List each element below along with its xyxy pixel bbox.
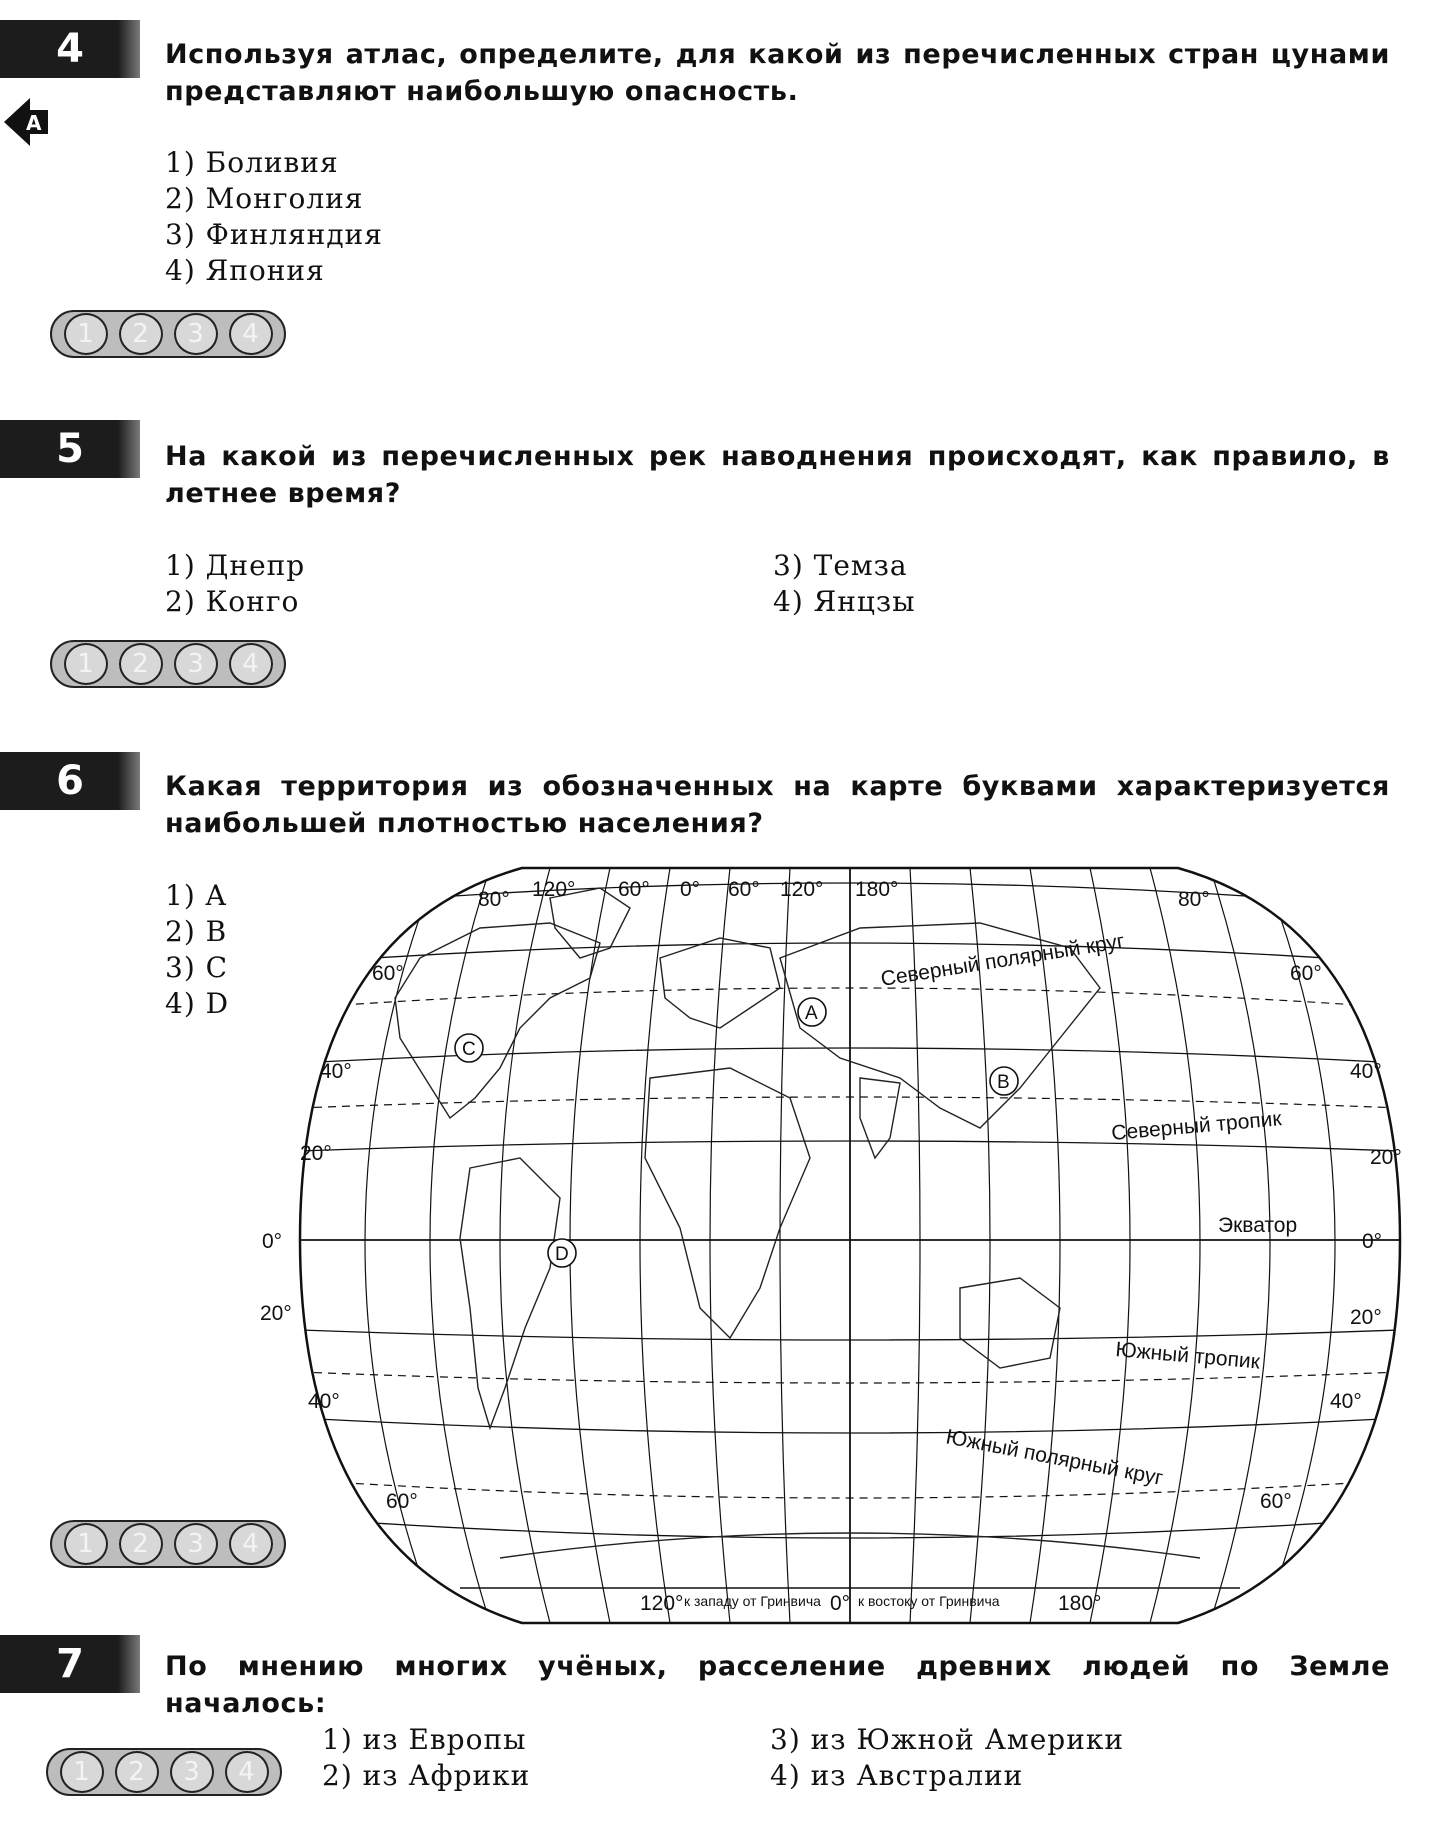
label-arctic-circle: Северный полярный круг [879, 929, 1127, 991]
lon-label-top-80w: 80° [478, 888, 510, 911]
q5-option-3[interactable]: 3) Темза [773, 549, 908, 582]
svg-text:D: D [555, 1244, 569, 1265]
question-number-6: 6 [0, 752, 140, 810]
graticule [300, 868, 1400, 1623]
map-marker-a[interactable] [798, 998, 826, 1026]
lat-label-left-40s: 40° [308, 1390, 340, 1413]
question-text-6: Какая территория из обозначенных на карте буквами характеризуется наибольшей плотностью населения? [165, 771, 1390, 839]
answer-bubble-1[interactable]: 1 [64, 313, 108, 355]
answer-bubble-1[interactable]: 1 [64, 643, 108, 685]
lat-label-right-20s: 20° [1350, 1306, 1382, 1329]
answer-bubble-2[interactable]: 2 [119, 313, 163, 355]
answer-bubble-1[interactable]: 1 [60, 1751, 104, 1793]
map-marker-d[interactable] [548, 1239, 576, 1267]
q7-option-2[interactable]: 2) из Африки [322, 1759, 531, 1792]
question-text-5: На какой из перечисленных рек наводнения происходят, как правило, в летнее время? [165, 441, 1390, 509]
bottom-120w-label: 120° [640, 1592, 684, 1615]
q4-option-1[interactable]: 1) Боливия [165, 146, 339, 179]
lat-label-left-40n: 40° [320, 1060, 352, 1083]
answer-bubble-1[interactable]: 1 [64, 1523, 108, 1565]
q7-option-4[interactable]: 4) из Австралии [770, 1759, 1024, 1792]
q6-option-2[interactable]: 2) B [165, 915, 228, 948]
bottom-180-label: 180° [1058, 1592, 1102, 1615]
question-text-4: Используя атлас, определите, для какой из перечисленных стран цунами представляют наибольшую опасность. [165, 39, 1390, 107]
label-equator: Экватор [1218, 1214, 1298, 1237]
q7-option-3[interactable]: 3) из Южной Америки [770, 1723, 1125, 1756]
answer-bubble-4[interactable]: 4 [229, 643, 273, 685]
svg-text:A: A [805, 1003, 818, 1024]
label-tropic-cancer: Северный тропик [1110, 1107, 1283, 1145]
svg-text:B: B [997, 1072, 1010, 1093]
answer-bubbles-q7 [46, 1748, 282, 1796]
lat-label-left-20n: 20° [300, 1142, 332, 1165]
q4-option-3[interactable]: 3) Финляндия [165, 218, 383, 251]
lat-label-right-0: 0° [1362, 1230, 1383, 1253]
lon-label-top-120e: 120° [780, 878, 824, 901]
answer-bubbles-q4 [50, 310, 286, 358]
answer-bubble-3[interactable]: 3 [174, 1523, 218, 1565]
q5-option-1[interactable]: 1) Днепр [165, 549, 306, 582]
q5-option-2[interactable]: 2) Конго [165, 585, 300, 618]
answer-bubble-2[interactable]: 2 [119, 1523, 163, 1565]
lat-label-left-60n: 60° [372, 962, 404, 985]
lat-label-left-20s: 20° [260, 1302, 292, 1325]
q5-option-4[interactable]: 4) Янцзы [773, 585, 916, 618]
question-text-7: По мнению многих учёных, расселение древних людей по Земле началось: [165, 1651, 1390, 1719]
lat-label-right-40s: 40° [1330, 1390, 1362, 1413]
lon-label-top-60e: 60° [728, 878, 760, 901]
lat-label-right-60n: 60° [1290, 962, 1322, 985]
lon-label-top-60w: 60° [618, 878, 650, 901]
question-number-5: 5 [0, 420, 140, 478]
answer-bubbles-q5 [50, 640, 286, 688]
world-map-svg [260, 868, 1402, 1623]
lat-label-right-20n: 20° [1370, 1146, 1402, 1169]
map-marker-b[interactable] [990, 1067, 1018, 1095]
answer-bubble-4[interactable]: 4 [229, 313, 273, 355]
lon-label-top-80e: 80° [1178, 888, 1210, 911]
answer-bubble-3[interactable]: 3 [174, 313, 218, 355]
lon-label-top-120w: 120° [532, 878, 576, 901]
lon-label-top-180: 180° [855, 878, 899, 901]
lat-label-left-0: 0° [262, 1230, 283, 1253]
svg-text:C: C [462, 1039, 476, 1060]
lat-label-left-60s: 60° [386, 1490, 418, 1513]
bottom-east-note: к востоку от Гринвича [858, 1593, 1000, 1609]
answer-bubbles-q6 [50, 1520, 286, 1568]
answer-bubble-4[interactable]: 4 [225, 1751, 269, 1793]
world-map [260, 868, 1402, 1623]
label-tropic-capricorn: Южный тропик [1114, 1338, 1261, 1374]
q4-option-4[interactable]: 4) Япония [165, 254, 325, 287]
lat-label-right-40n: 40° [1350, 1060, 1382, 1083]
answer-bubble-2[interactable]: 2 [115, 1751, 159, 1793]
question-number-4: 4 [0, 20, 140, 78]
bottom-zero-label: 0° [830, 1592, 851, 1615]
question-number-7: 7 [0, 1635, 140, 1693]
q6-option-4[interactable]: 4) D [165, 987, 230, 1020]
level-marker-label: A [26, 111, 42, 135]
lon-label-top-0: 0° [680, 878, 701, 901]
answer-bubble-3[interactable]: 3 [174, 643, 218, 685]
answer-bubble-4[interactable]: 4 [229, 1523, 273, 1565]
label-antarctic-circle: Южный полярный круг [944, 1425, 1165, 1490]
level-a-icon [4, 96, 48, 148]
q7-option-1[interactable]: 1) из Европы [322, 1723, 527, 1756]
map-marker-c[interactable] [455, 1034, 483, 1062]
answer-bubble-3[interactable]: 3 [170, 1751, 214, 1793]
q6-option-1[interactable]: 1) A [165, 879, 227, 912]
lat-label-right-60s: 60° [1260, 1490, 1292, 1513]
answer-bubble-2[interactable]: 2 [119, 643, 163, 685]
q6-option-3[interactable]: 3) C [165, 951, 229, 984]
q4-option-2[interactable]: 2) Монголия [165, 182, 364, 215]
bottom-west-note: к западу от Гринвича [684, 1593, 821, 1609]
